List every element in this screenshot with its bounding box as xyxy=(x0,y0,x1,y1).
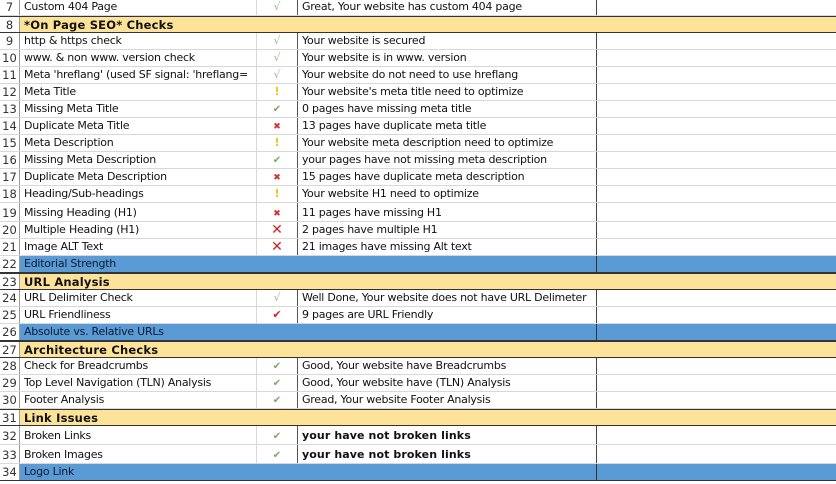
empty-cell[interactable] xyxy=(597,222,836,238)
result-message-cell[interactable]: 21 images have missing Alt text xyxy=(298,239,597,255)
checkmark-icon: ✔ xyxy=(272,431,282,442)
table-row xyxy=(0,118,836,135)
status-cell[interactable] xyxy=(257,324,298,340)
status-cell[interactable] xyxy=(257,186,298,202)
error-x-icon: ✖ xyxy=(273,173,281,183)
status-cell[interactable] xyxy=(257,169,298,185)
result-message-cell[interactable]: Your website H1 need to optimize xyxy=(298,186,597,202)
result-message-cell[interactable]: Your website do not need to use hreflang xyxy=(298,67,597,83)
section-title-cell[interactable]: Absolute vs. Relative URLs xyxy=(20,324,257,340)
table-row xyxy=(0,307,836,324)
empty-cell[interactable] xyxy=(597,203,836,221)
table-row xyxy=(0,358,836,375)
row-number-header[interactable]: 25 xyxy=(0,307,20,323)
check-name-cell[interactable]: Meta Description xyxy=(20,135,257,151)
check-name-cell[interactable]: Custom 404 Page xyxy=(20,0,257,15)
result-message-cell[interactable]: 2 pages have multiple H1 xyxy=(298,222,597,238)
checkmark-icon: √ xyxy=(273,34,281,47)
result-message-cell[interactable]: Your website is secured xyxy=(298,33,597,49)
check-name-cell[interactable]: Meta 'hreflang' (used SF signal: 'hreflang= xyxy=(20,67,257,83)
empty-cell[interactable] xyxy=(597,342,836,357)
table-row xyxy=(0,169,836,186)
status-cell[interactable] xyxy=(257,358,298,374)
row-number-header[interactable]: 28 xyxy=(0,358,20,374)
row-number-header[interactable]: 26 xyxy=(0,324,20,340)
table-row xyxy=(0,426,836,445)
status-cell[interactable] xyxy=(257,307,298,323)
status-cell[interactable] xyxy=(257,274,298,289)
status-cell[interactable] xyxy=(257,135,298,151)
row-number-header[interactable]: 29 xyxy=(0,375,20,391)
empty-cell[interactable] xyxy=(597,392,836,408)
section-header-row xyxy=(0,273,836,290)
empty-cell[interactable] xyxy=(597,410,836,425)
table-row xyxy=(0,222,836,239)
row-number-header[interactable]: 21 xyxy=(0,239,20,255)
row-number-header[interactable]: 16 xyxy=(0,152,20,168)
check-name-cell[interactable]: Duplicate Meta Title xyxy=(20,118,257,134)
row-number-header[interactable]: 30 xyxy=(0,392,20,408)
table-row xyxy=(0,290,836,307)
row-number-header[interactable]: 8 xyxy=(0,17,20,32)
row-number-header[interactable]: 15 xyxy=(0,135,20,151)
row-number-header[interactable]: 13 xyxy=(0,101,20,117)
status-cell[interactable] xyxy=(257,256,298,272)
table-row xyxy=(0,84,836,101)
checkmark-icon: ✔ xyxy=(272,395,282,406)
status-cell[interactable] xyxy=(257,50,298,66)
section-title-cell[interactable]: Logo Link xyxy=(20,464,257,480)
row-number-header[interactable]: 33 xyxy=(0,445,20,463)
checkmark-icon: ✔ xyxy=(272,361,282,372)
status-cell[interactable] xyxy=(257,101,298,117)
error-x-icon: ✖ xyxy=(273,122,281,132)
status-cell[interactable] xyxy=(257,392,298,408)
check-name-cell[interactable]: Check for Breadcrumbs xyxy=(20,358,257,374)
result-message-cell[interactable]: Your website is in www. version xyxy=(298,50,597,66)
check-name-cell[interactable]: Multiple Heading (H1) xyxy=(20,222,257,238)
check-name-cell[interactable]: Meta Title xyxy=(20,84,257,100)
check-name-cell[interactable]: Image ALT Text xyxy=(20,239,257,255)
empty-cell[interactable] xyxy=(597,186,836,202)
result-message-cell[interactable]: your pages have not missing meta description xyxy=(298,152,597,168)
result-message-cell[interactable]: 15 pages have duplicate meta description xyxy=(298,169,597,185)
empty-cell[interactable] xyxy=(597,33,836,49)
status-cell[interactable] xyxy=(257,118,298,134)
result-message-cell[interactable] xyxy=(298,464,597,480)
empty-cell[interactable] xyxy=(597,50,836,66)
empty-cell[interactable] xyxy=(597,135,836,151)
row-number-header[interactable]: 9 xyxy=(0,33,20,49)
status-cell[interactable] xyxy=(257,222,298,238)
status-cell[interactable] xyxy=(257,152,298,168)
checkmark-icon: √ xyxy=(273,51,281,64)
section-title-cell[interactable]: Architecture Checks xyxy=(20,342,257,357)
result-message-cell[interactable]: 11 pages have missing H1 xyxy=(298,203,597,221)
checkmark-icon: √ xyxy=(273,0,281,13)
empty-cell[interactable] xyxy=(597,324,836,340)
row-number-header[interactable]: 11 xyxy=(0,67,20,83)
row-number-header[interactable]: 27 xyxy=(0,342,20,357)
status-cell[interactable] xyxy=(257,33,298,49)
row-number-header[interactable]: 10 xyxy=(0,50,20,66)
result-message-cell[interactable]: Your website meta description need to optimize xyxy=(298,135,597,151)
checkmark-icon: ✔ xyxy=(272,450,282,461)
result-message-cell[interactable]: Great, Your website has custom 404 page xyxy=(298,0,597,15)
empty-cell[interactable] xyxy=(597,256,836,272)
result-message-cell[interactable]: Your website's meta title need to optimize xyxy=(298,84,597,100)
status-cell[interactable] xyxy=(257,410,298,425)
check-name-cell[interactable]: Heading/Sub-headings xyxy=(20,186,257,202)
table-row xyxy=(0,67,836,84)
empty-cell[interactable] xyxy=(597,274,836,289)
empty-cell[interactable] xyxy=(597,84,836,100)
row-number-header[interactable]: 34 xyxy=(0,464,20,480)
check-name-cell[interactable]: URL Delimiter Check xyxy=(20,290,257,306)
empty-cell[interactable] xyxy=(597,239,836,255)
category-band-row xyxy=(0,256,836,273)
empty-cell[interactable] xyxy=(597,375,836,391)
row-number-header[interactable]: 22 xyxy=(0,256,20,272)
status-cell[interactable] xyxy=(257,375,298,391)
result-message-cell[interactable]: Gread, Your website Footer Analysis xyxy=(298,392,597,408)
result-message-cell[interactable] xyxy=(298,410,597,425)
empty-cell[interactable] xyxy=(597,358,836,374)
empty-cell[interactable] xyxy=(597,169,836,185)
row-number-header[interactable]: 12 xyxy=(0,84,20,100)
check-name-cell[interactable]: Missing Heading (H1) xyxy=(20,203,257,221)
checkmark-icon: ✔ xyxy=(272,155,282,166)
result-message-cell[interactable]: Good, Your website have Breadcrumbs xyxy=(298,358,597,374)
result-message-cell[interactable] xyxy=(298,17,597,32)
row-number-header[interactable]: 32 xyxy=(0,426,20,444)
check-name-cell[interactable]: www. & non www. version check xyxy=(20,50,257,66)
status-cell[interactable] xyxy=(257,290,298,306)
result-message-cell[interactable] xyxy=(298,324,597,340)
row-number-header[interactable]: 31 xyxy=(0,410,20,425)
check-name-cell[interactable]: Duplicate Meta Description xyxy=(20,169,257,185)
checkmark-icon: √ xyxy=(273,68,281,81)
result-message-cell[interactable]: your have not broken links xyxy=(298,445,597,463)
checkmark-icon: ✔ xyxy=(272,104,282,115)
section-title-cell[interactable]: Editorial Strength xyxy=(20,256,257,272)
result-message-cell[interactable] xyxy=(298,256,597,272)
status-cell[interactable] xyxy=(257,84,298,100)
table-row xyxy=(0,445,836,464)
status-cell[interactable] xyxy=(257,17,298,32)
empty-cell[interactable] xyxy=(597,426,836,444)
status-cell[interactable] xyxy=(257,445,298,463)
status-cell[interactable] xyxy=(257,464,298,480)
checkmark-icon: √ xyxy=(273,291,281,304)
check-name-cell[interactable]: Broken Links xyxy=(20,426,257,444)
section-title-cell[interactable]: Link Issues xyxy=(20,410,257,425)
row-number-header[interactable]: 19 xyxy=(0,203,20,221)
warning-exclamation-icon: ! xyxy=(274,136,280,149)
section-title-cell[interactable]: *On Page SEO* Checks xyxy=(20,17,257,32)
section-title-cell[interactable]: URL Analysis xyxy=(20,274,257,289)
category-band-row xyxy=(0,464,836,481)
row-number-header[interactable]: 14 xyxy=(0,118,20,134)
error-x-icon: ✕ xyxy=(271,222,283,238)
table-row xyxy=(0,101,836,118)
row-number-header[interactable]: 24 xyxy=(0,290,20,306)
table-row xyxy=(0,203,836,222)
table-row xyxy=(0,239,836,256)
table-row xyxy=(0,50,836,67)
result-message-cell[interactable]: Well Done, Your website does not have URL Delimeter xyxy=(298,290,597,306)
section-header-row xyxy=(0,409,836,426)
error-x-icon: ✕ xyxy=(271,239,283,255)
status-cell[interactable] xyxy=(257,342,298,357)
status-cell[interactable] xyxy=(257,426,298,444)
result-message-cell[interactable]: your have not broken links xyxy=(298,426,597,444)
result-message-cell[interactable]: 13 pages have duplicate meta title xyxy=(298,118,597,134)
row-number-header[interactable]: 20 xyxy=(0,222,20,238)
table-row xyxy=(0,33,836,50)
status-cell[interactable] xyxy=(257,0,298,15)
section-header-row xyxy=(0,16,836,33)
category-band-row xyxy=(0,324,836,341)
check-name-cell[interactable]: URL Friendliness xyxy=(20,307,257,323)
empty-cell[interactable] xyxy=(597,152,836,168)
status-cell[interactable] xyxy=(257,203,298,221)
table-row xyxy=(0,0,836,16)
empty-cell[interactable] xyxy=(597,17,836,32)
result-message-cell[interactable] xyxy=(298,274,597,289)
table-row xyxy=(0,135,836,152)
row-number-header[interactable]: 17 xyxy=(0,169,20,185)
check-name-cell[interactable]: Top Level Navigation (TLN) Analysis xyxy=(20,375,257,391)
warning-exclamation-icon: ! xyxy=(274,85,280,98)
check-name-cell[interactable]: Missing Meta Description xyxy=(20,152,257,168)
warning-exclamation-icon: ! xyxy=(274,187,280,200)
status-cell[interactable] xyxy=(257,67,298,83)
result-message-cell[interactable] xyxy=(298,342,597,357)
section-header-row xyxy=(0,341,836,358)
table-row xyxy=(0,152,836,169)
result-message-cell[interactable]: Good, Your website have (TLN) Analysis xyxy=(298,375,597,391)
error-x-icon: ✖ xyxy=(273,209,281,219)
row-number-header[interactable]: 7 xyxy=(0,0,20,15)
table-row xyxy=(0,186,836,203)
empty-cell[interactable] xyxy=(597,101,836,117)
empty-cell[interactable] xyxy=(597,118,836,134)
result-message-cell[interactable]: 0 pages have missing meta title xyxy=(298,101,597,117)
empty-cell[interactable] xyxy=(597,445,836,463)
empty-cell[interactable] xyxy=(597,307,836,323)
empty-cell[interactable] xyxy=(597,464,836,480)
check-name-cell[interactable]: http & https check xyxy=(20,33,257,49)
empty-cell[interactable] xyxy=(597,0,836,15)
empty-cell[interactable] xyxy=(597,290,836,306)
check-name-cell[interactable]: Broken Images xyxy=(20,445,257,463)
check-name-cell[interactable]: Footer Analysis xyxy=(20,392,257,408)
result-message-cell[interactable]: 9 pages are URL Friendly xyxy=(298,307,597,323)
table-row xyxy=(0,392,836,409)
status-cell[interactable] xyxy=(257,239,298,255)
check-name-cell[interactable]: Missing Meta Title xyxy=(20,101,257,117)
row-number-header[interactable]: 18 xyxy=(0,186,20,202)
checkmark-icon: ✔ xyxy=(272,378,282,389)
table-row xyxy=(0,375,836,392)
row-number-header[interactable]: 23 xyxy=(0,274,20,289)
empty-cell[interactable] xyxy=(597,67,836,83)
red-checkmark-icon: ✔ xyxy=(272,308,282,321)
